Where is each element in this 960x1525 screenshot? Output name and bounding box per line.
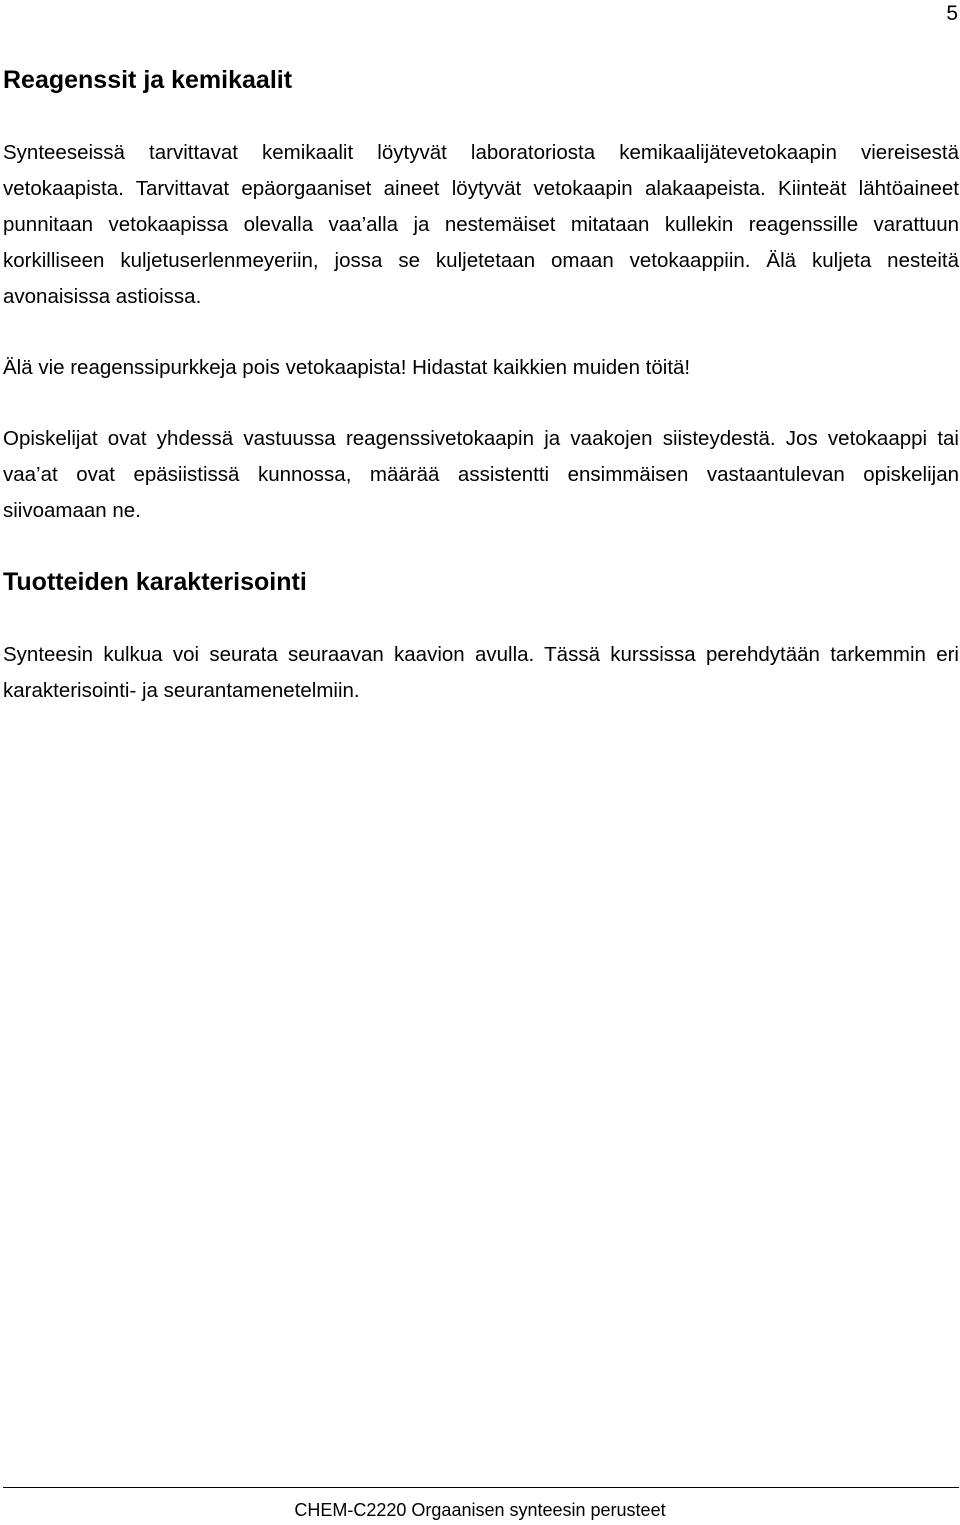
page-number: 5	[946, 2, 958, 25]
paragraph-do-not-remove: Älä vie reagenssipurkkeja pois vetokaapista! Hidastat kaikkien muiden töitä!	[3, 356, 691, 379]
footer-course-title: CHEM-C2220 Orgaanisen synteesin perusteet	[294, 1500, 666, 1520]
paragraph-synthesis-tracking: Synteesin kulkua voi seurata seuraavan kaavion avulla. Tässä kurssissa perehdytään tarkemmin eri karakterisointi- ja seurantamenetelmiin.	[3, 643, 959, 702]
section-heading-characterization: Tuotteiden karakterisointi	[3, 568, 307, 596]
footer-divider	[3, 1487, 959, 1488]
page-content	[3, 62, 959, 709]
paragraph-cleanliness: Opiskelijat ovat yhdessä vastuussa reagenssivetokaapin ja vaakojen siisteydestä. Jos vetokaappi tai vaa’at ovat epäsiistissä kunnossa, määrää assistentti ensimmäisen vastaantulevan opiskelijan siivoamaan ne.	[3, 427, 959, 522]
paragraph-chemicals-location: Synteeseissä tarvittavat kemikaalit löytyvät laboratoriosta kemikaalijätevetokaapin viereisestä vetokaapista. Tarvittavat epäorgaaniset aineet löytyvät vetokaapin alakaapeista. Kiinteät lähtöaineet punnitaan vetokaapissa olevalla vaa’alla ja nestemäiset mitataan kullekin reagenssille varattuun korkilliseen kuljetuserlenmeyeriin, jossa se kuljetetaan omaan vetokaappiin. Älä kuljeta nesteitä avonaisissa astioissa.	[3, 141, 959, 308]
section-heading-reagents: Reagenssit ja kemikaalit	[3, 66, 293, 94]
